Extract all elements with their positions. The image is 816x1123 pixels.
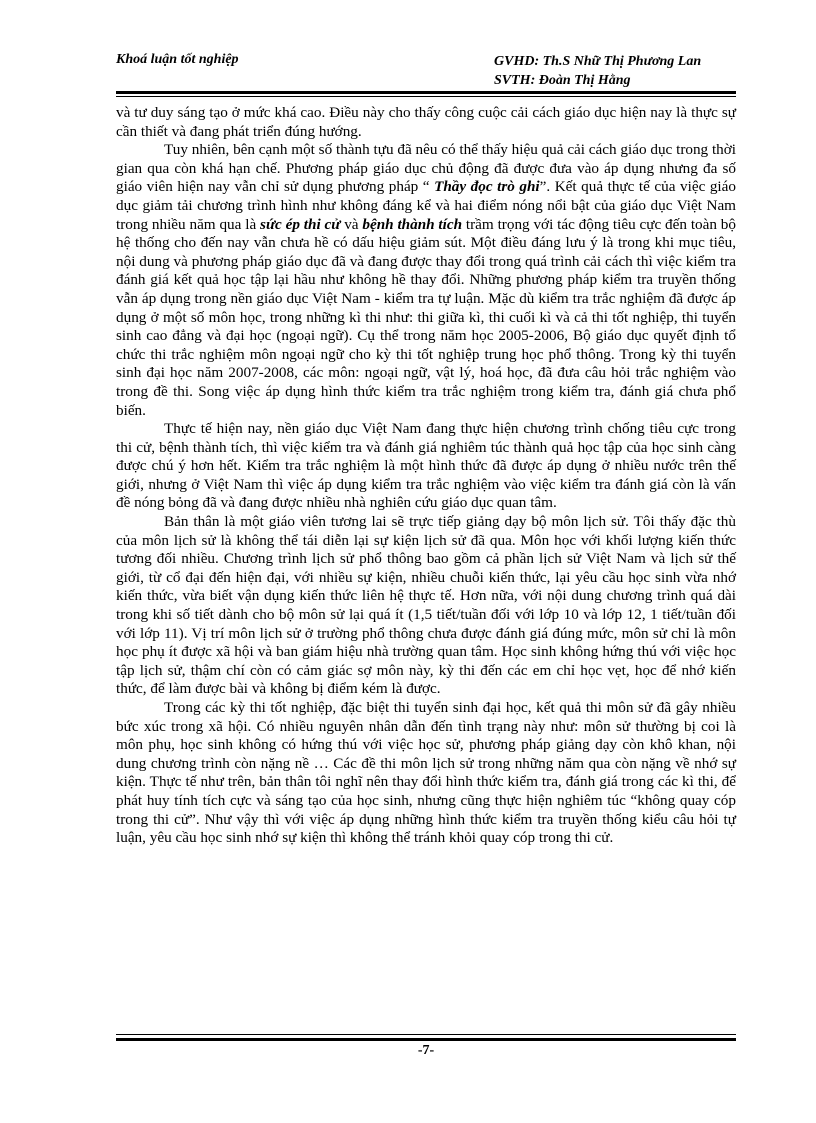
footer-rule-thin <box>116 1034 736 1035</box>
page-number: -7- <box>417 1043 435 1058</box>
paragraph-2-text-a: Tuy nhiên, bên cạnh một số thành tựu đã nêu có thể thấy hiệu quả cải cách giáo dục trong thời gian qua còn khá hạn chế. Phương pháp giáo dục chủ động đã được đưa vào áp dụng nhưng đa số giáo viên hiện nay vẫn chỉ sử dụng phương pháp “ <box>116 141 737 196</box>
supervisor-label: GVHD: Th.S Nhữ Thị Phương Lan <box>494 54 702 69</box>
document-body <box>116 104 736 848</box>
emphasis-benh-thanh-tich: bệnh thành tích <box>362 215 463 233</box>
paragraph-3: Thực tế hiện nay, nền giáo dục Việt Nam đang thực hiện chương trình chống tiêu cực trong thi cử, bệnh thành tích, thì việc kiểm tra và đánh giá nghiêm túc thành quả học tập của học sinh càng được chú ý hơn hết. Kiểm tra trắc nghiệm là một hình thức đã được áp dụng ở nhiều nước trên thế giới, nhưng ở Việt Nam thì việc áp dụng kiểm tra trắc nghiệm vào việc kiểm tra đánh giá còn là vấn đề nóng bỏng đã và đang được nhiều nhà nghiên cứu giáo dục quan tâm. <box>116 420 736 512</box>
header-rule-thick <box>116 91 736 94</box>
header-credits <box>494 52 701 90</box>
page-header <box>116 50 736 90</box>
thesis-label: Khoá luận tốt nghiệp <box>116 52 239 67</box>
paragraph-2-text-g: trầm trọng với tác động tiêu cực đến toàn bộ hệ thống cho đến nay vẫn chưa hề có dấu hiệu giảm sút. Một điều đáng lưu ý là trong khi mục tiêu, nội dung và phương pháp giáo dục đã và đang được thay đổi trong quá trình cải cách thì việc kiểm tra đánh giá kết quả học tập lại hầu như không hề thay đổi. Những phương pháp kiểm tra truyền thống vẫn áp dụng trong nền giáo dục Việt Nam - kiểm tra tự luận. Mặc dù kiểm tra trắc nghiệm đã được áp dụng ở một số môn học, trong những kì thi như: thi giữa kì, thi cuối kì và cả thi tốt nghiệp, thi tuyển sinh cao đẳng và đại học (ngoại ngữ). Cụ thể trong năm học 2005-2006, Bộ giáo dục quyết định tổ chức thi trắc nghiệm môn ngoại ngữ cho kỳ thi tốt nghiệp trung học phổ thông. Trong kỳ thi tuyển sinh đại học năm 2007-2008, các môn: ngoại ngữ, vật lý, hoá học, đã đưa câu hỏi trắc nghiệm vào trong đề thi. Song việc áp dụng hình thức kiểm tra trắc nghiệm trong kiểm tra, đánh giá chưa phổ biến. <box>116 215 736 419</box>
emphasis-suc-ep-thi-cu: sức ép thi cử <box>260 215 341 233</box>
paragraph-1: và tư duy sáng tạo ở mức khá cao. Điều này cho thấy công cuộc cải cách giáo dục hiện nay là thực sự cần thiết và đang phát triển đúng hướng. <box>116 104 736 140</box>
paragraph-5: Trong các kỳ thi tốt nghiệp, đặc biệt thi tuyển sinh đại học, kết quả thi môn sử đã gây nhiều bức xúc trong xã hội. Có nhiều nguyên nhân dẫn đến tình trạng này như: môn sử thường bị coi là môn phụ, học sinh không có hứng thú với việc học sử, phương pháp giảng dạy còn khô khan, nội dung chương trình còn nặng nề … Các đề thi môn lịch sử trong những năm qua còn nặng về nhớ sự kiện. Thực tế như trên, bản thân tôi nghĩ nên thay đổi hình thức kiểm tra, đánh giá trong các kì thi, để phát huy tính tích cực và sáng tạo của học sinh, nhưng cũng thực hiện nghiêm túc “không quay cóp trong thi cử”. Như vậy thì với việc áp dụng những hình thức kiểm tra truyền thống kiểu câu hỏi tự luận, yêu cầu học sinh nhớ sự kiện thì không thể tránh khỏi quay cóp trong thi cử. <box>116 699 736 847</box>
student-label: SVTH: Đoàn Thị Hằng <box>494 73 631 88</box>
paragraph-2 <box>116 141 736 420</box>
header-rule-thin <box>116 96 736 97</box>
paragraph-2-text-c: ”. Kết quả thực tế của việc giáo dục giảm tải chương trình hình như không đáng kể và hai điểm nóng nổi bật của giáo dục Việt Nam trong nhiều năm qua là <box>116 178 736 233</box>
paragraph-4: Bản thân là một giáo viên tương lai sẽ trực tiếp giảng dạy bộ môn lịch sử. Tôi thấy đặc thù của môn lịch sử là không thể tái diễn lại sự kiện lịch sử đã qua. Môn học với khối lượng kiến thức tương đối nhiều. Chương trình lịch sử phổ thông bao gồm cả phần lịch sử Việt Nam và lịch sử thế giới, từ cổ đại đến hiện đại, với nhiều sự kiện, nhiều chuỗi kiến thức, lại yêu cầu học sinh vừa nhớ kiến thức, vừa biết vận dụng kiến thức liên hệ thực tế. Hơn nữa, với nội dung chương trình quá dài trong khi số tiết dành cho bộ môn sử lại quá ít (1,5 tiết/tuần đối với lớp 10 và lớp 12, 1 tiết/tuần đối với lớp 11). Vị trí môn lịch sử ở trường phổ thông chưa được đánh giá đúng mức, môn sử chỉ là môn học phụ ít được xã hội và ban giám hiệu nhà trường quan tâm. Học sinh không hứng thú với việc học tập lịch sử, thậm chí còn có cảm giác sợ môn này, kỳ thi đến các em chỉ học vẹt, học để nhớ kiến thức, để làm được bài và không bị điểm kém là được. <box>116 513 736 698</box>
emphasis-thay-doc-tro-ghi: Thầy đọc trò ghi <box>434 178 540 196</box>
footer-rule-thick <box>116 1038 736 1041</box>
paragraph-2-text-e: và <box>340 215 363 233</box>
